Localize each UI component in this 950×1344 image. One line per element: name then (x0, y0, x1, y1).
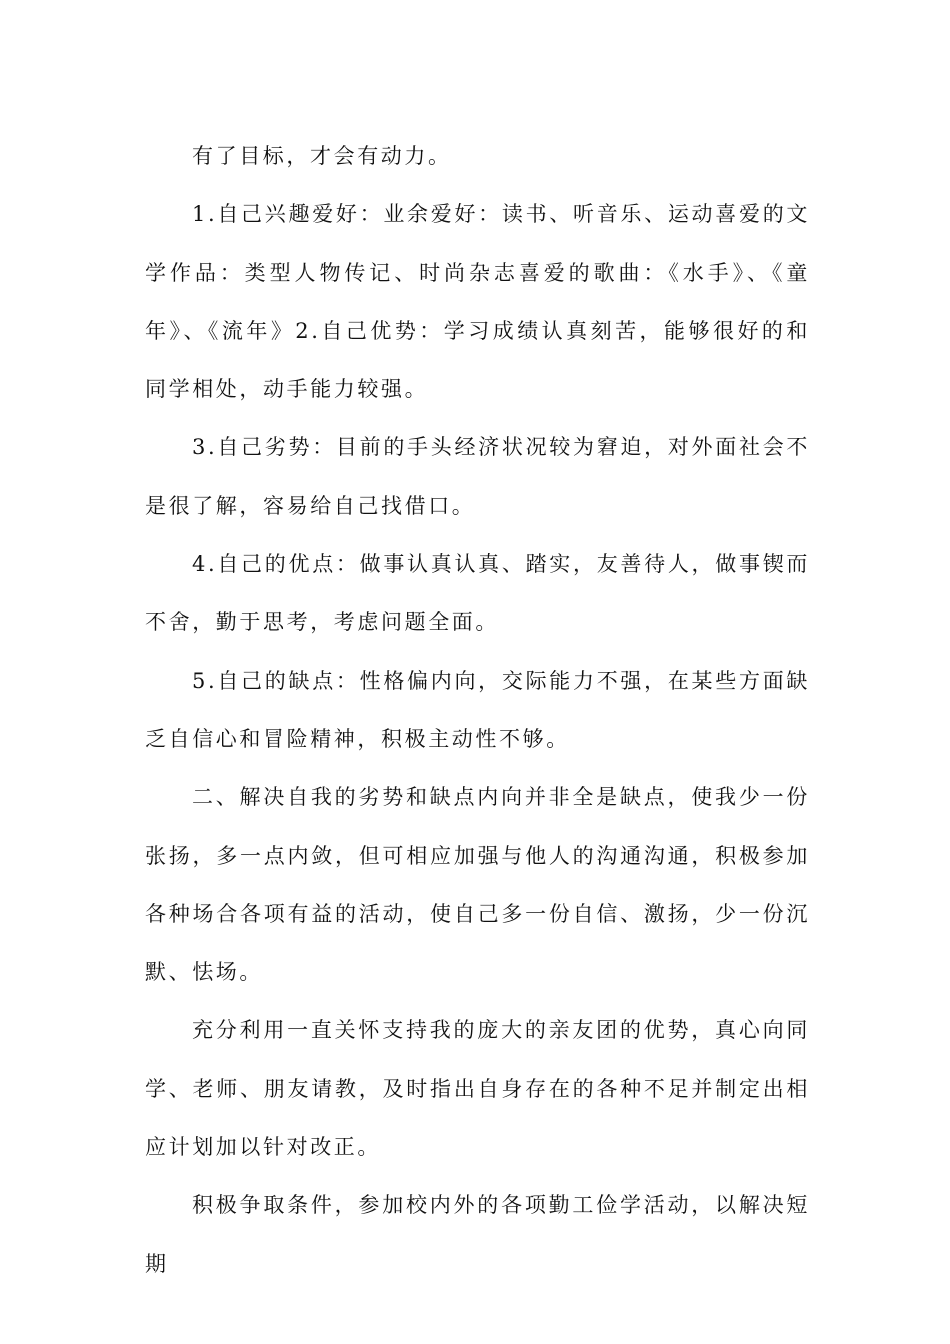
paragraph-work-study: 积极争取条件，参加校内外的各项勤工俭学活动，以解决短期 (145, 1193, 810, 1276)
paragraph-goal-motivation: 有了目标，才会有动力。 (192, 144, 452, 168)
paragraph-shortcomings: 5.自己的缺点：性格偏内向，交际能力不强，在某些方面缺乏自信心和冒险精神，积极主动性不够。 (145, 668, 810, 751)
document-body (145, 127, 810, 1293)
paragraph-solutions: 二、解决自我的劣势和缺点内向并非全是缺点，使我少一份张扬，多一点内敛，但可相应加强与他人的沟通沟通，积极参加各种场合各项有益的活动，使自己多一份自信、激扬，少一份沉默、怯场。 (145, 785, 810, 985)
paragraph-friends-support: 充分利用一直关怀支持我的庞大的亲友团的优势，真心向同学、老师、朋友请教，及时指出自身存在的各种不足并制定出相应计划加以针对改正。 (145, 1018, 810, 1160)
paragraph-weaknesses: 3.自己劣势：目前的手头经济状况较为窘迫，对外面社会不是很了解，容易给自己找借口。 (145, 435, 810, 518)
paragraph-merits: 4.自己的优点：做事认真认真、踏实，友善待人，做事锲而不舍，勤于思考，考虑问题全面。 (145, 552, 810, 635)
paragraph-interests-strengths: 1.自己兴趣爱好：业余爱好：读书、听音乐、运动喜爱的文学作品：类型人物传记、时尚杂志喜爱的歌曲：《水手》、《童年》、《流年》2.自己优势：学习成绩认真刻苦，能够很好的和同学相处，动手能力较强。 (145, 202, 810, 402)
